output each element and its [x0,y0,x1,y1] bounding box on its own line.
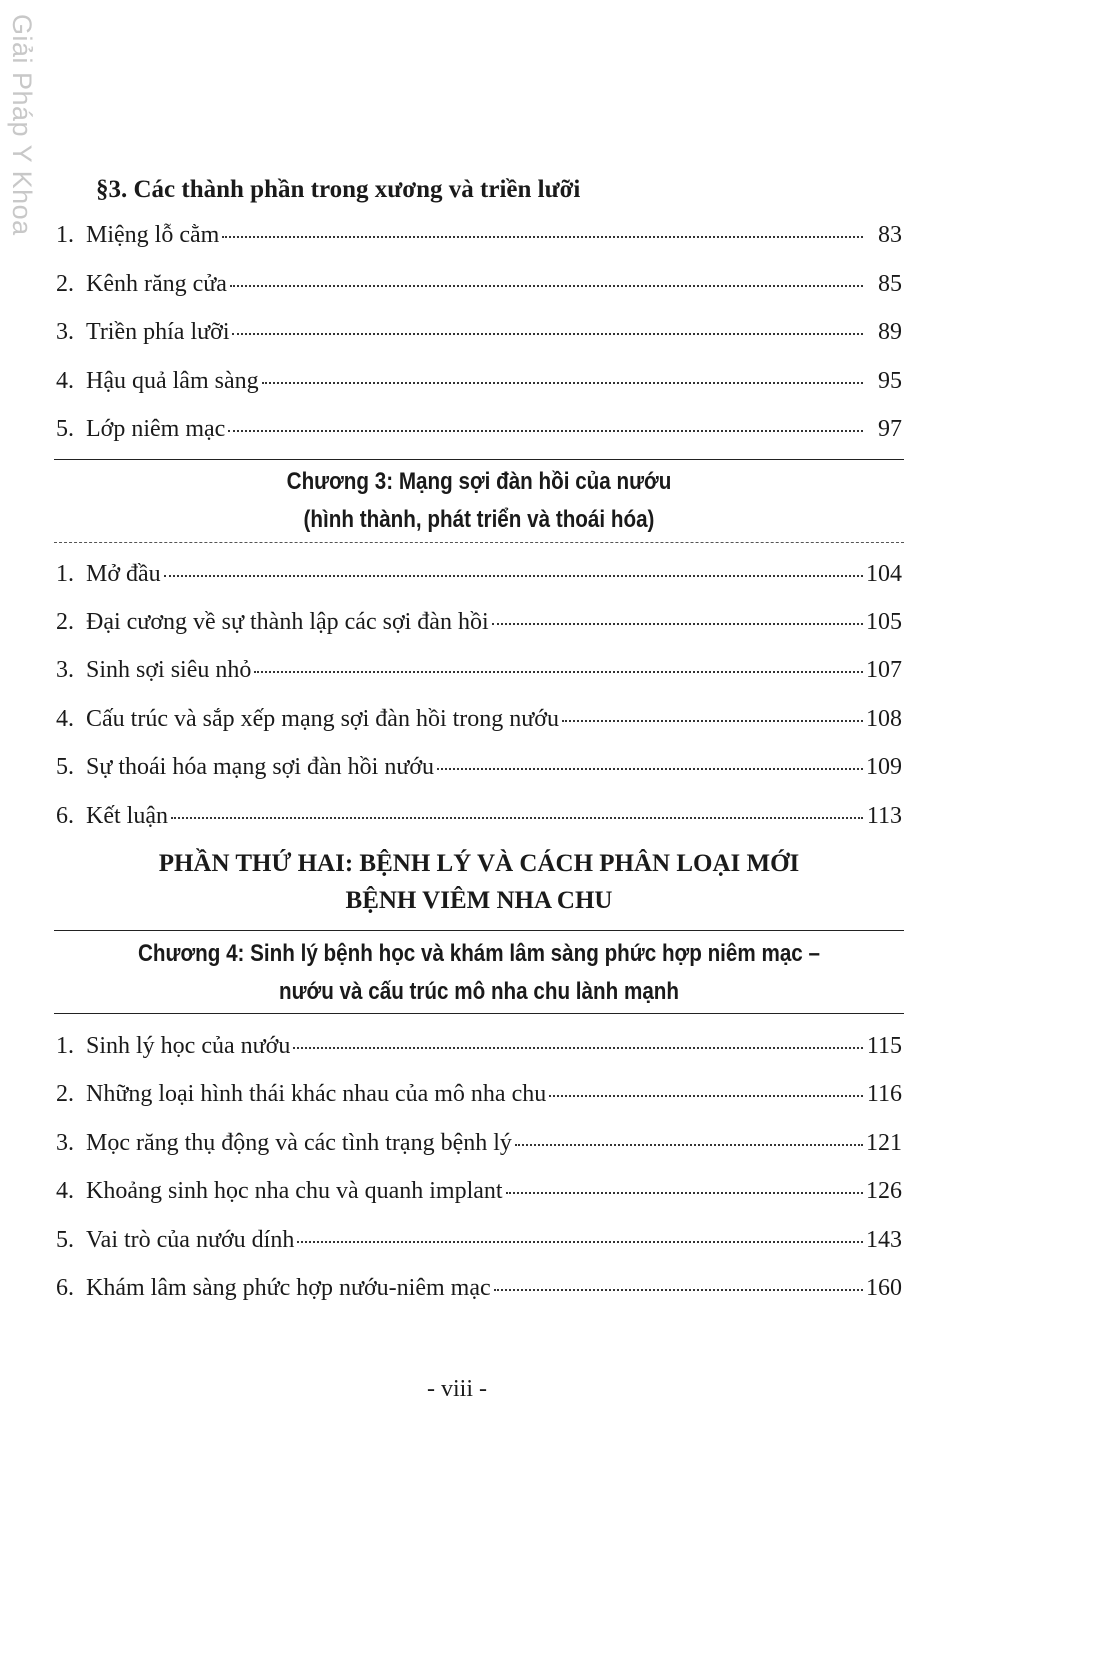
dot-leader [549,1095,863,1097]
toc-entry[interactable] [56,267,902,301]
dot-leader [297,1241,863,1243]
entry-number: 4. [56,706,74,732]
entry-title: Miệng lỗ cằm [86,222,220,248]
entry-page: 89 [878,319,902,345]
entry-number: 3. [56,657,74,683]
dot-leader [230,285,863,287]
toc-entry[interactable] [56,315,902,349]
entry-number: 6. [56,1275,74,1301]
dot-leader [171,817,863,819]
entry-number: 4. [56,368,74,394]
entry-title: Cấu trúc và sắp xếp mạng sợi đàn hồi trong nướu [86,706,559,732]
entry-page: 104 [866,561,902,587]
entry-title: Đại cương về sự thành lập các sợi đàn hồi [86,609,489,635]
entry-number: 2. [56,1081,74,1107]
chapter-4-heading-line1: Chương 4: Sinh lý bệnh học và khám lâm sàng phức hợp niêm mạc – [137,940,821,967]
entry-title: Kênh răng cửa [86,271,227,297]
dot-leader [262,382,863,384]
entry-page: 97 [878,416,902,442]
dot-leader [254,671,863,673]
entry-number: 3. [56,1130,74,1156]
dot-leader [222,236,863,238]
part-2-heading-line2: BỆNH VIÊM NHA CHU [345,887,613,914]
entry-number: 1. [56,561,74,587]
toc-entry[interactable] [56,1029,902,1063]
entry-page: 105 [866,609,902,635]
entry-page: 109 [866,754,902,780]
entry-number: 4. [56,1178,74,1204]
entry-number: 5. [56,1227,74,1253]
entry-number: 2. [56,271,74,297]
chapter-4-heading-line2: nướu và cấu trúc mô nha chu lành mạnh [278,978,680,1005]
entry-number: 1. [56,1033,74,1059]
toc-entry[interactable] [56,1077,902,1111]
entry-page: 126 [866,1178,902,1204]
page-number: - viii - [427,1376,487,1402]
entry-number: 5. [56,754,74,780]
entry-number: 6. [56,803,74,829]
entry-page: 95 [878,368,902,394]
toc-entry[interactable] [56,653,902,687]
dot-leader [164,575,863,577]
dot-leader [492,623,863,625]
toc-entry[interactable] [56,412,902,446]
dot-leader [232,333,863,335]
dot-leader [228,430,863,432]
divider-rule [54,542,904,543]
watermark-text: Giải Pháp Y Khoa [7,14,37,236]
entry-title: Lớp niêm mạc [86,416,226,442]
entry-title: Sinh lý học của nướu [86,1033,291,1059]
entry-number: 1. [56,222,74,248]
toc-entry[interactable] [56,1126,902,1160]
toc-entry[interactable] [56,218,902,252]
entry-page: 108 [866,706,902,732]
entry-number: 5. [56,416,74,442]
toc-entry[interactable] [56,557,902,591]
toc-entry[interactable] [56,702,902,736]
toc-entry[interactable] [56,1174,902,1208]
toc-entry[interactable] [56,799,902,833]
dot-leader [562,720,863,722]
entry-title: Sự thoái hóa mạng sợi đàn hồi nướu [86,754,435,780]
entry-number: 3. [56,319,74,345]
entry-title: Kết luận [86,803,168,829]
dot-leader [293,1047,863,1049]
divider-rule [54,459,904,460]
entry-title: Khoảng sinh học nha chu và quanh implant [86,1178,503,1204]
dot-leader [437,768,863,770]
entry-number: 2. [56,609,74,635]
entry-title: Khám lâm sàng phức hợp nướu-niêm mạc [86,1275,491,1301]
entry-title: Những loại hình thái khác nhau của mô nha chu [86,1081,547,1107]
entry-page: 115 [866,1033,902,1059]
entry-page: 85 [878,271,902,297]
chapter-3-heading-line1: Chương 3: Mạng sợi đàn hồi của nướu [286,468,672,495]
section-3-heading: §3. Các thành phần trong xương và triền lưỡi [96,176,581,203]
entry-page: 83 [878,222,902,248]
toc-entry[interactable] [56,1223,902,1257]
dot-leader [494,1289,863,1291]
entry-title: Mở đầu [86,561,161,587]
entry-page: 121 [866,1130,902,1156]
entry-title: Sinh sợi siêu nhỏ [86,657,252,683]
divider-rule [54,930,904,931]
entry-title: Triền phía lưỡi [86,319,230,345]
dot-leader [506,1192,863,1194]
entry-page: 107 [866,657,902,683]
entry-page: 160 [866,1275,902,1301]
entry-page: 143 [866,1227,902,1253]
entry-title: Vai trò của nướu dính [86,1227,295,1253]
entry-title: Mọc răng thụ động và các tình trạng bệnh lý [86,1130,512,1156]
toc-entry[interactable] [56,605,902,639]
divider-rule [54,1013,904,1014]
toc-entry[interactable] [56,364,902,398]
entry-page: 113 [866,803,902,829]
toc-entry[interactable] [56,1271,902,1305]
part-2-heading-line1: PHẦN THỨ HAI: BỆNH LÝ VÀ CÁCH PHÂN LOẠI MỚI [158,850,800,877]
entry-page: 116 [866,1081,902,1107]
toc-entry[interactable] [56,750,902,784]
dot-leader [515,1144,863,1146]
entry-title: Hậu quả lâm sàng [86,368,259,394]
chapter-3-heading-line2: (hình thành, phát triển và thoái hóa) [303,506,655,533]
